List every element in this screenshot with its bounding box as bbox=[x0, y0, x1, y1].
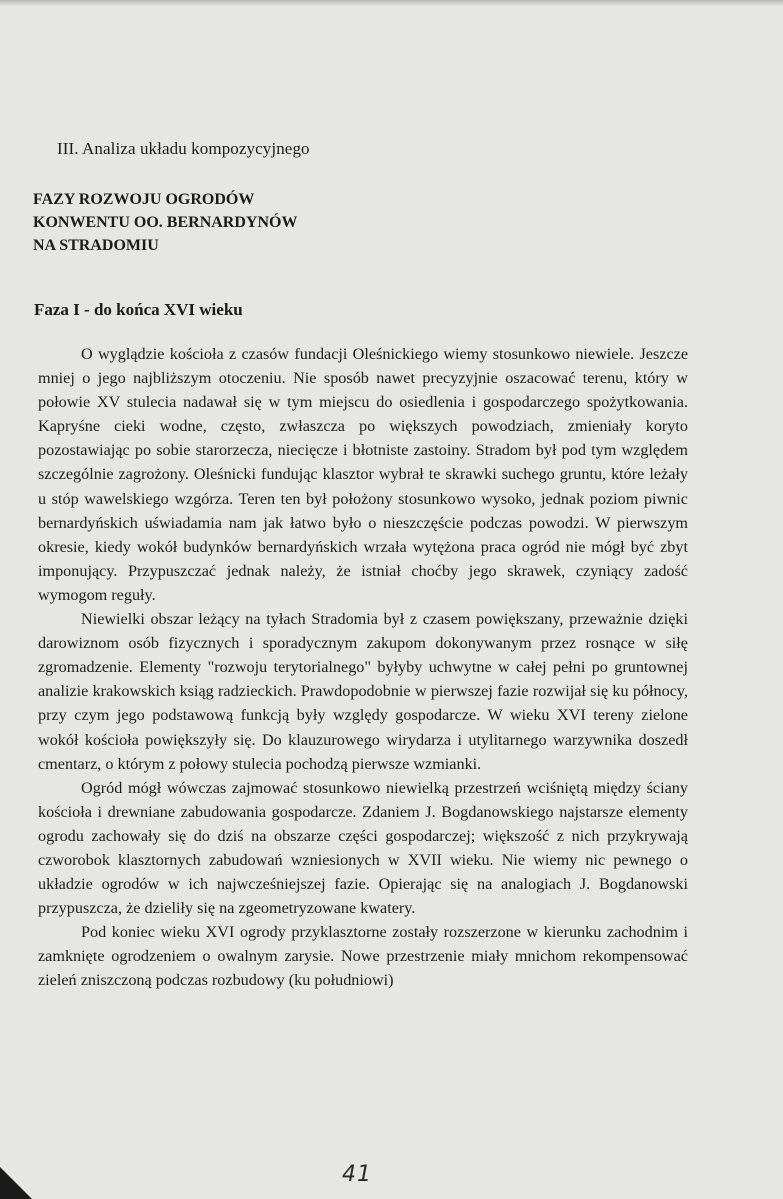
paragraph-2: Niewielki obszar leżący na tyłach Stradomia był z czasem powiększany, przeważnie dzięki darowiznom osób fizycznych i sporadycznym zakupom dokonywanym przez rosnące w siłę zgromadzenie. Elementy "rozwoju terytorialnego" byłyby uchwytne w całej pełni po gruntownej analizie krakowskich ksiąg radzieckich. Prawdopodobnie w pierwszej fazie rozwijał się ku północy, przy czym jego podstawową funkcją były względy gospodarcze. W wieku XVI tereny zielone wokół kościoła powiększyły się. Do klauzurowego wirydarza i utylitarnego warzywnika doszedł cmentarz, o którym z połowy stulecia pochodzą pierwsze wzmianki. bbox=[38, 610, 688, 773]
section-label: III. Analiza układu kompozycyjnego bbox=[57, 139, 310, 158]
paragraph-3: Ogród mógł wówczas zajmować stosunkowo niewielką przestrzeń wciśniętą między ściany kościoła i drewniane zabudowania gospodarcze. Zdaniem J. Bogdanowskiego najstarsze elementy ogrodu zachowały się do dziś na obszarze części gospodarczej; większość z nich przykrywają czworobok klasztornych zabudowań wzniesionych w XVII wieku. Nie wiemy nic pewnego o układzie ogrodów w ich najwcześniejszej fazie. Opierając się na analogiach J. Bogdanowski przypuszcza, że dzieliły się na zgeometryzowane kwatery. bbox=[38, 778, 688, 918]
paragraph-4: Pod koniec wieku XVI ogrody przyklasztorne zostały rozszerzone w kierunku zachodnim i zamknięte ogrodzeniem o owalnym zarysie. Nowe przestrzenie miały mnichom rekompensować zieleń zniszczoną podczas rozbudowy (ku południowi) bbox=[38, 923, 688, 990]
scan-corner-shadow bbox=[0, 1167, 32, 1199]
page-edge-shadow bbox=[0, 0, 783, 6]
chapter-title-line-1: FAZY ROZWOJU OGRODÓW bbox=[33, 191, 255, 208]
phase-heading: Faza I - do końca XVI wieku bbox=[34, 300, 243, 319]
body-text bbox=[38, 342, 688, 993]
chapter-title-line-2: KONWENTU OO. BERNARDYNÓW bbox=[33, 214, 298, 231]
chapter-title-line-3: NA STRADOMIU bbox=[33, 237, 159, 254]
paragraph-1: O wyglądzie kościoła z czasów fundacji Oleśnickiego wiemy stosunkowo niewiele. Jeszcze mniej o jego najbliższym otoczeniu. Nie sposób nawet precyzyjnie oszacować terenu, który w połowie XV stulecia nadawał się w tym miejscu do osiedlenia i gospodarczego spożytkowania. Kapryśne cieki wodne, często, zwłaszcza po większych powodziach, zmieniały koryto pozostawiając po sobie starorzecza, niecięcze i błotniste zastoiny. Stradom był pod tym względem szczególnie zagrożony. Oleśnicki fundując klasztor wybrał te skrawki suchego gruntu, które leżały u stóp wawelskiego wzgórza. Teren ten był położony stosunkowo wysoko, jednak poziom piwnic bernardyńskich uświadamia nam jak łatwo było o nieszczęście podczas powodzi. W pierwszym okresie, kiedy wokół budynków bernardyńskich wrzała wytężona praca ogród nie mógł być zbyt imponujący. Przypuszczać jednak należy, że istniał choćby jego skrawek, czyniący zadość wymogom reguły. bbox=[38, 345, 688, 604]
chapter-title bbox=[33, 188, 297, 257]
page-number: 41 bbox=[342, 1162, 372, 1187]
